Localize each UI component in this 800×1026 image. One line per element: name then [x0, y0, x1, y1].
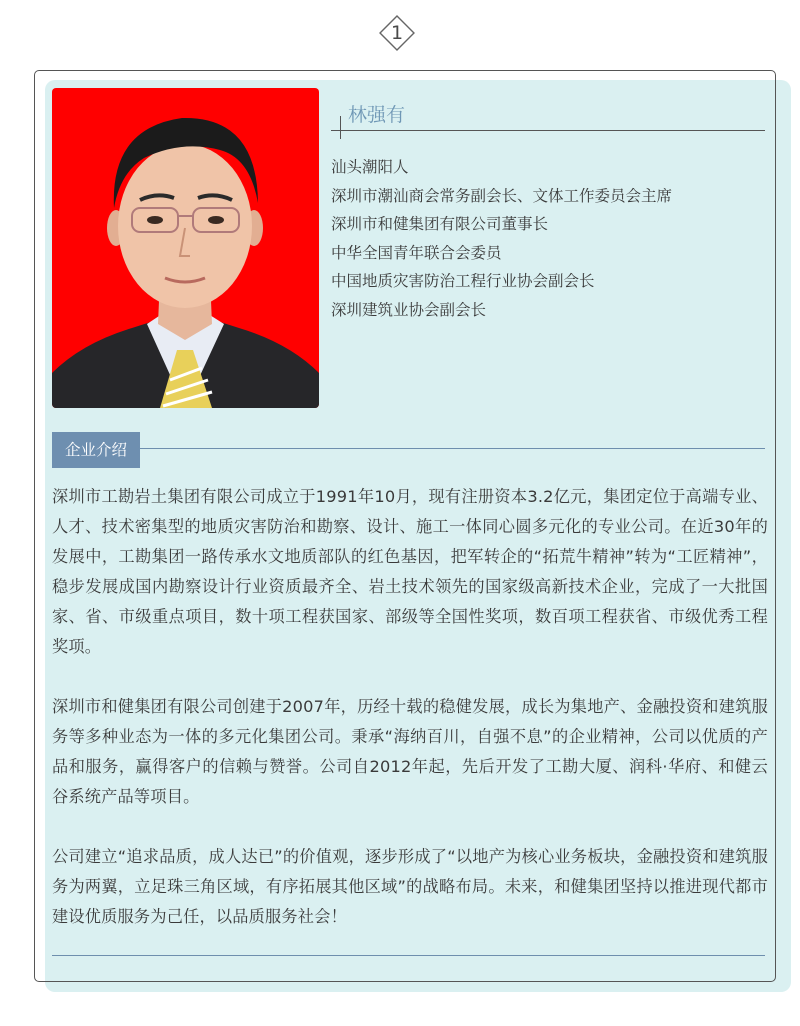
name-underline: [331, 130, 765, 131]
title-item: 中华全国青年联合会委员: [331, 243, 502, 262]
intro-paragraph: 公司建立“追求品质，成人达已”的价值观，逐步形成了“以地产为核心业务板块，金融投资和建筑服务为两翼，立足珠三角区域，有序拓展其他区域”的战略布局。未来，和健集团坚持以推进现代都市建设优质服务为己任，以品质服务社会！: [52, 847, 768, 926]
title-item: 深圳市和健集团有限公司董事长: [331, 215, 549, 233]
intro-paragraph: 深圳市工勘岩土集团有限公司成立于1991年10月，现有注册资本3.2亿元，集团定位于高端专业、人才、技术密集型的地质灾害防治和勘察、设计、施工一体同心圆多元化的专业公司。在近30年的发展中，工勘集团一路传承水文地质部队的红色基因，把军转企的“拓荒牛精神”转为“工匠精神”，稳步发展成国内勘察设计行业资质最齐全、岩土技术领先的国家级高新技术企业，完成了一大批国家、省、市级重点项目，数十项工程获国家、部级等全国性奖项，数百项工程获省、市级优秀工程奖项。: [52, 487, 768, 656]
title-item: 深圳市潮汕商会常务副会长、文体工作委员会主席: [331, 186, 673, 205]
title-list: [331, 153, 672, 324]
name-tick-mark: [340, 116, 341, 139]
bottom-divider: [52, 955, 765, 956]
badge-number: 1: [390, 22, 404, 44]
title-item: 汕头潮阳人: [331, 158, 409, 176]
company-intro: [52, 482, 768, 962]
portrait-photo: [52, 88, 319, 408]
person-name: 林强有: [348, 104, 406, 126]
section-divider: [52, 448, 765, 449]
title-item: 中国地质灾害防治工程行业协会副会长: [331, 272, 595, 290]
intro-paragraph: 深圳市和健集团有限公司创建于2007年，历经十载的稳健发展，成长为集地产、金融投资和建筑服务等多种业态为一体的多元化集团公司。秉承“海纳百川，自强不息”的企业精神，公司以优质的产品和服务，赢得客户的信赖与赞誉。公司自2012年起，先后开发了工勘大厦、润科·华府、和健云谷系统产品等项目。: [52, 697, 768, 806]
title-item: 深圳建筑业协会副会长: [331, 300, 487, 319]
section-label: 企业介绍: [52, 432, 140, 468]
